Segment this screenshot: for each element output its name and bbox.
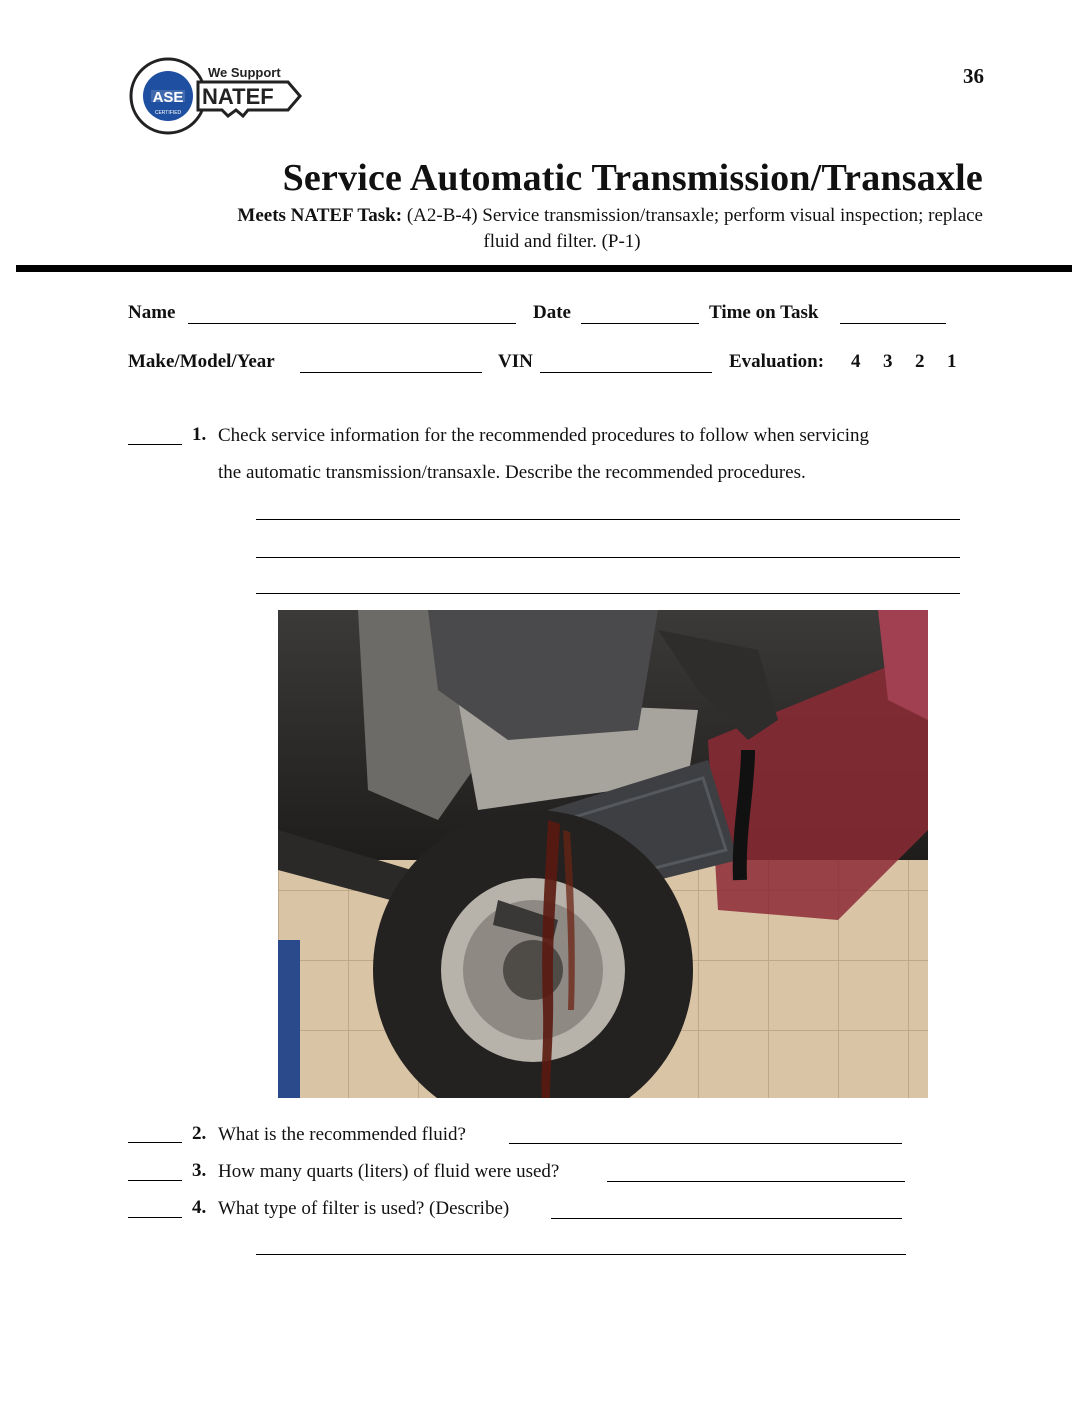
evaluation-score-4[interactable]: 4 [851,351,861,372]
evaluation-score-2[interactable]: 2 [915,351,925,372]
item-4-answer-line-2[interactable] [256,1254,906,1255]
item-2-number: 2. [192,1123,207,1144]
transmission-fluid-drain-photo [278,610,928,1098]
task-label: Meets NATEF Task: [237,205,403,226]
item-4-check-blank[interactable] [128,1217,182,1218]
item-4-text: What type of filter is used? (Describe) [218,1198,510,1219]
ase-badge-sub: CERTIFIED [154,110,182,116]
date-label: Date [533,302,571,323]
item-1-answer-line-3[interactable] [256,593,960,594]
task-line-1: (A2-B-4) Service transmission/transaxle; perform visual inspection; replace [406,205,983,226]
page-number: 36 [963,64,984,88]
item-3-number: 3. [192,1160,207,1181]
item-2-check-blank[interactable] [128,1142,182,1143]
item-1-check-blank[interactable] [128,444,182,445]
item-2-answer-line[interactable] [509,1143,902,1144]
item-2-text: What is the recommended fluid? [218,1124,466,1145]
vin-field[interactable] [540,372,712,373]
name-label: Name [128,302,176,323]
name-field[interactable] [188,323,516,324]
item-1-text-line-1: Check service information for the recommended procedures to follow when servicing [218,425,870,446]
item-1-number: 1. [192,424,207,445]
task-line-2: fluid and filter. (P-1) [483,231,641,252]
make-model-year-label: Make/Model/Year [128,351,275,372]
logo-brand-text: NATEF [202,84,274,109]
logo-top-text: We Support [208,65,281,80]
time-on-task-label: Time on Task [709,302,819,323]
item-1-answer-line-1[interactable] [256,519,960,520]
date-field[interactable] [581,323,699,324]
evaluation-label: Evaluation: [729,351,825,372]
evaluation-score-1[interactable]: 1 [947,351,957,372]
item-1-answer-line-2[interactable] [256,557,960,558]
item-1-text-line-2: the automatic transmission/transaxle. Describe the recommended procedures. [218,462,806,483]
evaluation-score-3[interactable]: 3 [883,351,893,372]
item-4-number: 4. [192,1197,207,1218]
item-3-text: How many quarts (liters) of fluid were used? [218,1161,560,1182]
page-title: Service Automatic Transmission/Transaxle [282,157,983,199]
time-on-task-field[interactable] [840,323,946,324]
ase-natef-logo [128,52,308,150]
make-model-year-field[interactable] [300,372,482,373]
task-description [100,203,983,228]
item-3-check-blank[interactable] [128,1180,182,1181]
ase-badge-text: ASE [152,89,184,106]
vin-label: VIN [498,351,533,372]
item-3-answer-line[interactable] [607,1181,905,1182]
item-4-answer-line-1[interactable] [551,1218,902,1219]
header-divider [16,265,1072,272]
